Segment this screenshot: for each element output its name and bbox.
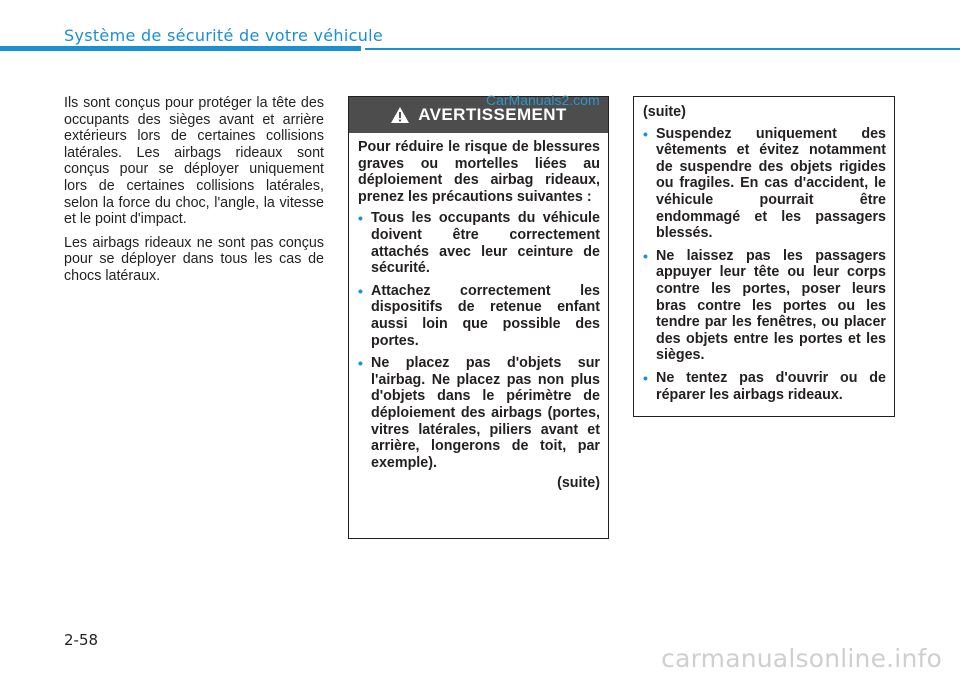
bullet-icon: • (643, 125, 648, 142)
continuation-body (634, 97, 894, 403)
bullet-text: Ne tentez pas d'ouvrir ou de réparer les airbags rideaux. (656, 369, 886, 403)
list-item (358, 355, 600, 471)
warning-intro: Pour réduire le risque de blessures graves ou mortelles liées au déploiement des airbag rideaux, prenez les précautions suivantes : (358, 139, 600, 205)
list-item (358, 210, 600, 276)
bullet-icon: • (643, 369, 648, 386)
site-watermark: carmanualsonline.info (661, 644, 942, 673)
page-number: 2-58 (64, 631, 99, 649)
bullet-icon: • (358, 355, 363, 372)
warning-box (348, 96, 609, 539)
section-title: Système de sécurité de votre véhicule (64, 26, 384, 45)
bullet-icon: • (358, 282, 363, 299)
warning-heading: AVERTISSEMENT (418, 105, 567, 124)
warning-body (349, 133, 608, 492)
watermark: CarManuals2.com (486, 92, 600, 108)
header-rule-thick (0, 46, 361, 51)
bullet-text: Ne laissez pas les passagers appuyer leur tête ou leur corps contre les portes, poser leurs bras contre les portes ou les tendre par les fenêtres, ou placer des objets entre les portes et les sièges. (656, 247, 886, 364)
list-item (358, 283, 600, 349)
bullet-text: Tous les occupants du véhicule doivent être correctement attachés avec leur ceinture de sécurité. (371, 210, 600, 277)
bullet-text: Suspendez uniquement des vêtements et évitez notamment de suspendre des objets rigides ou fragiles. En cas d'accident, le véhicule pourrait être endommagé et les passagers blessés. (656, 125, 886, 242)
list-item (643, 370, 886, 403)
left-column (64, 95, 324, 292)
list-item (643, 126, 886, 242)
continued-label: (suite) (557, 475, 600, 492)
warning-triangle-icon (390, 106, 410, 124)
header-rule-thin (365, 48, 960, 50)
bullet-icon: • (643, 247, 648, 264)
paragraph: Ils sont conçus pour protéger la tête des occupants des sièges avant et arrière extérieurs lors de certaines collisions latérales. Les airbags rideaux sont conçus pour se déployer uniquement lors de certaines collisions latérales, selon la force du choc, l'angle, la vitesse et le point d'impact. (64, 95, 324, 228)
bullet-text: Attachez correctement les dispositifs de retenue enfant aussi loin que possible des portes. (371, 282, 600, 349)
warning-bullet-list (358, 210, 600, 471)
list-item (643, 248, 886, 364)
bullet-icon: • (358, 210, 363, 227)
continuation-box (633, 96, 895, 417)
continuation-bullet-list (643, 126, 886, 404)
bullet-text: Ne placez pas d'objets sur l'airbag. Ne placez pas non plus d'objets dans le périmètre de déploiement des airbags (portes, vitres latérales, piliers avant et arrière, longerons de toit, par exemple). (371, 355, 600, 471)
continuation-heading: (suite) (643, 104, 686, 120)
paragraph: Les airbags rideaux ne sont pas conçus pour se déployer dans tous les cas de chocs latéraux. (64, 234, 324, 284)
